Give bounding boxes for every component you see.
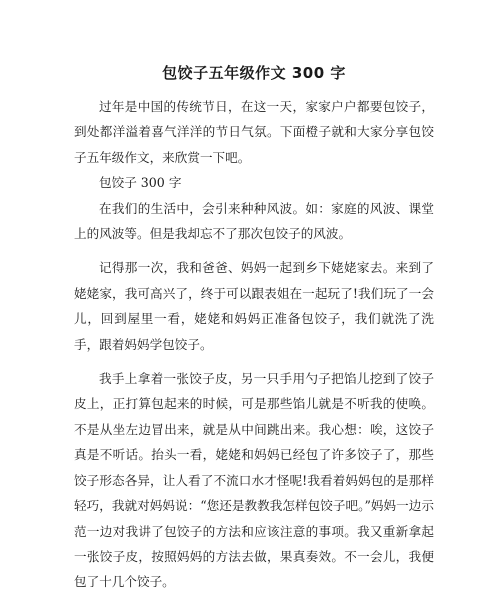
paragraph-opening: 在我们的生活中，会引来种种风波。如：家庭的风波、课堂上的风波等。但是我却忘不了那次包饺子的风波。 xyxy=(74,200,434,242)
paragraph-intro: 过年是中国的传统节日，在这一天，家家户户都要包饺子，到处都洋溢着喜气洋洋的节日气氛。下面橙子就和大家分享包饺子五年级作文，来欣赏一下吧。 xyxy=(74,99,434,165)
section-subheading: 包饺子 300 字 xyxy=(99,175,182,191)
document-title: 包饺子五年级作文 300 字 xyxy=(162,64,346,82)
paragraph-visit: 记得那一次，我和爸爸、妈妈一起到乡下姥姥家去。来到了姥姥家，我可高兴了，终于可以跟表姐在一起玩了!我们玩了一会儿，回到屋里一看，姥姥和妈妈正准备包饺子，我们就洗了洗手，跟着妈妈学包饺子。 xyxy=(74,260,434,352)
paragraph-making-dumplings: 我手上拿着一张饺子皮，另一只手用勺子把馅儿挖到了饺子皮上，正打算包起来的时候，可是那些馅儿就是不听我的使唤。不是从坐左边冒出来，就是从中间跳出来。我心想：唉，这饺子真是不听话。抬头一看，姥姥和妈妈已经包了许多饺子了，那些饺子形态各异，让人看了不流口水才怪呢!我看着妈妈包的是那样轻巧，我就对妈妈说：“您还是教教我怎样包饺子吧。”妈妈一边示范一边对我讲了包饺子的方法和应该注意的事项。我又重新拿起一张饺子皮，按照妈妈的方法去做，果真奏效。不一会儿，我便包了十几个饺子。 xyxy=(74,371,434,590)
